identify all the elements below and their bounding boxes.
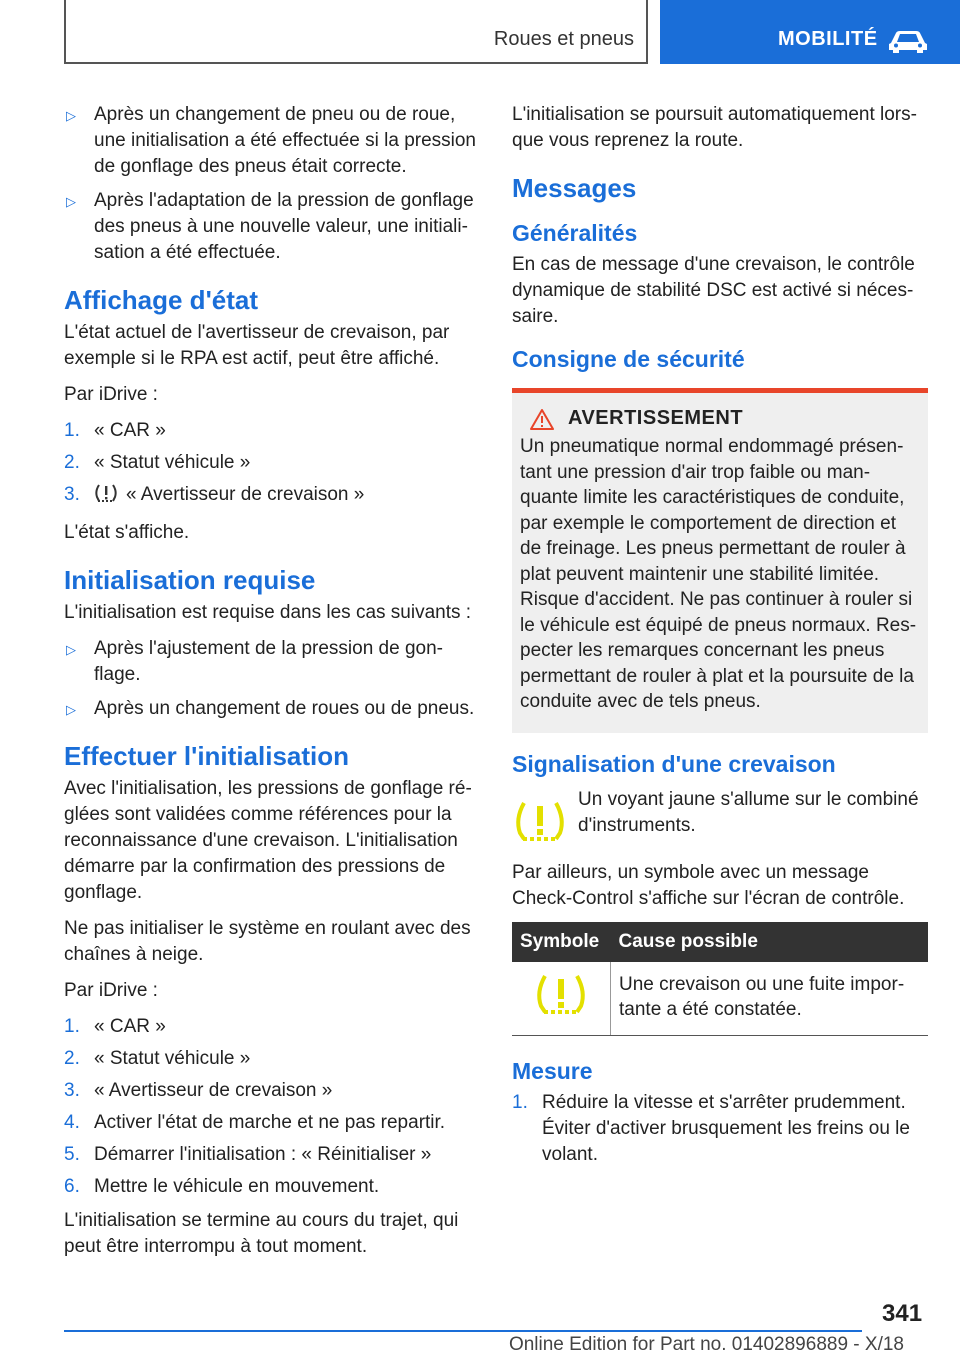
paragraph: L'initialisation est requise dans les cas suivants : [64, 602, 472, 623]
car-icon [886, 28, 930, 59]
indicator-paragraph [512, 787, 928, 848]
paragraph: En cas de message d'une crevaison, le contrôle dynamique de stabilité DSC est activé si nécessaire. [512, 254, 915, 327]
yellow-tire-warning-icon [512, 787, 568, 848]
list-item: ▷ Après l'adaptation de la pression de gonflage des pneus à une nouvelle valeur, une initialisation a été effectuée. [66, 190, 474, 263]
left-column [64, 102, 478, 1270]
step-item: 1. Réduire la vitesse et s'arrêter prudemment. Éviter d'activer brusquement les freins ou le volant. [512, 1091, 910, 1165]
table-header: Cause possible [611, 922, 929, 962]
section-heading: Messages [512, 173, 637, 203]
warning-box [512, 388, 928, 733]
warning-title: AVERTISSEMENT [530, 407, 918, 430]
paragraph: Ne pas initialiser le système en roulant avec des chaînes à neige. [64, 918, 471, 965]
bullet-list [64, 636, 478, 722]
warning-text: Un pneumatique normal endommagé présentant une pression d'air trop faible ou manquante limite les caractéristiques de conduite, par exemple le comportement de direction et de freinage. Les pneus permettant de rouler à plat peuvent maintenir une stabilité limitée. Risque d'accident. Ne pas continuer à rouler si le véhicule est équipé de pneus normaux. Respecter les remarques concernant les pneus permettant de rouler à plat et la poursuite de la conduite avec de tels pneus. [520, 436, 917, 712]
paragraph: L'état actuel de l'avertisseur de crevaison, par exemple si le RPA est actif, peut être affiché. [64, 322, 450, 369]
step-item: 3. « Avertisseur de crevaison » [64, 482, 478, 512]
list-item: ▷ Après un changement de roues ou de pneus. [64, 696, 478, 722]
right-column [512, 102, 928, 1176]
table-header: Symbole [512, 922, 611, 962]
subsection-heading: Consigne de sécurité [512, 346, 745, 372]
list-item: ▷ Après l'ajustement de la pression de gonflage. [66, 638, 443, 685]
paragraph: Par iDrive : [64, 384, 158, 405]
paragraph: Par iDrive : [64, 980, 158, 1001]
step-item: 4. Activer l'état de marche et ne pas repartir. [64, 1112, 446, 1133]
step-item: 2. « Statut véhicule » [64, 452, 251, 473]
triangle-bullet-icon: ▷ [66, 108, 76, 123]
page-number: 341 [882, 1300, 923, 1327]
paragraph: L'initialisation se poursuit automatiquement lorsque vous reprenez la route. [512, 104, 917, 151]
section-title: MOBILITÉ [778, 28, 878, 50]
bullet-list [64, 102, 478, 266]
warning-triangle-icon [530, 408, 554, 430]
step-item: 6. Mettre le véhicule en mouvement. [64, 1176, 380, 1197]
triangle-bullet-icon: ▷ [66, 194, 76, 209]
paragraph: Avec l'initialisation, les pressions de gonflage réglées sont validées comme références pour la reconnaissance d'une crevaison. L'initialisation démarre par la confirmation des pressions de gonflage. [64, 778, 472, 903]
yellow-tire-warning-icon [533, 1000, 589, 1021]
section-heading: Affichage d'état [64, 285, 258, 315]
step-list [64, 418, 478, 512]
table-cell: Une crevaison ou une fuite importante a été constatée. [611, 962, 929, 1036]
triangle-bullet-icon: ▷ [66, 702, 76, 717]
symbol-table [512, 922, 928, 1036]
paragraph: L'état s'affiche. [64, 522, 190, 543]
step-item: 3. « Avertisseur de crevaison » [64, 1080, 333, 1101]
paragraph: Un voyant jaune s'allume sur le combiné d'instruments. [578, 788, 919, 836]
section-heading: Initialisation requise [64, 565, 316, 595]
step-item: 1. « CAR » [64, 1016, 166, 1037]
table-row [512, 962, 928, 1036]
list-item: ▷ Après un changement de pneu ou de roue, une initialisation a été effectuée si la pression de gonflage des pneus était correcte. [66, 104, 477, 177]
header-section-tab [660, 0, 960, 64]
header-chapter-box [64, 0, 648, 64]
subsection-heading: Signalisation d'une crevaison [512, 750, 836, 777]
tire-pressure-warning-icon [94, 482, 118, 512]
paragraph: Par ailleurs, un symbole avec un message Check-Control s'affiche sur l'écran de contrôle. [512, 861, 905, 909]
footer-divider [64, 1330, 862, 1332]
step-item: 1. « CAR » [64, 420, 166, 441]
step-item: 2. « Statut véhicule » [64, 1048, 251, 1069]
step-item: 5. Démarrer l'initialisation : « Réinitialiser » [64, 1144, 432, 1165]
section-heading: Effectuer l'initialisation [64, 741, 350, 771]
step-list [64, 1014, 478, 1200]
subsection-heading: Généralités [512, 220, 638, 246]
paragraph: L'initialisation se termine au cours du trajet, qui peut être interrompu à tout moment. [64, 1210, 459, 1257]
subsection-heading: Mesure [512, 1057, 593, 1084]
step-list [512, 1090, 928, 1168]
chapter-title: Roues et pneus [493, 28, 634, 50]
triangle-bullet-icon: ▷ [66, 642, 76, 657]
footer-edition: Online Edition for Part no. 01402896889 - X/18 [508, 1334, 904, 1355]
